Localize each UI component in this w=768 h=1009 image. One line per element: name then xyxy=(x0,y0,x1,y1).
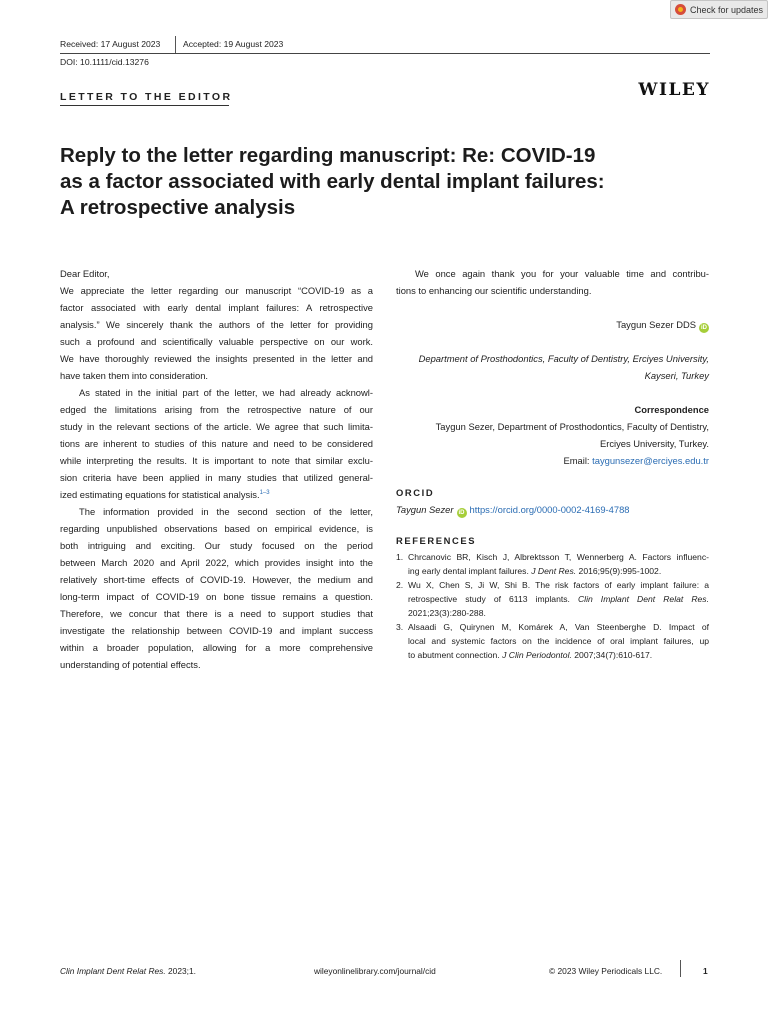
article-title xyxy=(60,143,660,221)
reference-number: 2. xyxy=(396,580,404,590)
text-line: both intriguing and exciting. Our study focused on the period xyxy=(60,540,373,551)
references-list xyxy=(396,550,709,662)
text-line: analysis.” We sincerely thank the authors of the letter for providing xyxy=(60,319,373,330)
affiliation-line: Kayseri, Turkey xyxy=(644,370,709,381)
text-line xyxy=(60,486,373,503)
orcid-entry xyxy=(396,501,709,518)
text-line: sion criteria have been applied in many studies that utilized general- xyxy=(60,472,373,483)
correspondence-block xyxy=(396,418,709,469)
orcid-link[interactable]: https://orcid.org/0000-0002-4169-4788 xyxy=(469,504,630,515)
text-line: between March 2020 and April 2022, which provides insight into the xyxy=(60,557,373,568)
reference-line: Alsaadi G, Quirynen M, Komárek A, Van Steenberghe D. Impact of xyxy=(408,622,709,632)
reference-item xyxy=(396,620,709,662)
correspondence-heading: Correspondence xyxy=(634,404,709,415)
reference-journal: J Dent Res. xyxy=(531,566,577,576)
text-line: tions are inherent to studies of this nature and need to be considered xyxy=(60,438,373,449)
author-name: Taygun Sezer DDS xyxy=(616,319,696,330)
accepted-date: Accepted: 19 August 2023 xyxy=(183,39,284,49)
email-link[interactable]: taygunsezer@erciyes.edu.tr xyxy=(592,455,709,466)
references-heading: REFERENCES xyxy=(396,535,477,546)
left-column xyxy=(60,265,373,673)
text-line: As stated in the initial part of the letter, we had already acknowl- xyxy=(79,387,373,398)
orcid-name: Taygun Sezer xyxy=(396,504,454,515)
text-line: have taken them into consideration. xyxy=(60,370,209,381)
title-line: Reply to the letter regarding manuscript: Re: COVID-19 xyxy=(60,144,596,167)
text-span: ized estimating equations for statistical analysis. xyxy=(60,489,260,500)
text-line: relatively short-time effects of COVID-19. However, the medium and xyxy=(60,574,373,585)
doi: DOI: 10.1111/cid.13276 xyxy=(60,57,149,67)
reference-text: to abutment connection. xyxy=(408,650,503,660)
citation-link[interactable]: 1–3 xyxy=(259,490,270,496)
check-for-updates-label: Check for updates xyxy=(690,4,764,15)
reference-text: ing early dental implant failures. xyxy=(408,566,532,576)
title-line: A retrospective analysis xyxy=(60,196,296,219)
section-label: LETTER TO THE EDITOR xyxy=(60,91,233,103)
orcid-icon[interactable]: iD xyxy=(701,325,707,331)
orcid-icon[interactable]: iD xyxy=(458,510,465,516)
reference-number: 1. xyxy=(396,552,404,562)
header-rule xyxy=(60,53,710,54)
reference-line: 2021;23(3):280-288. xyxy=(408,608,486,618)
orcid-section xyxy=(396,484,709,518)
email-label: Email: xyxy=(563,455,593,466)
text-line: edged the limitations arising from the retrospective nature of our xyxy=(60,404,373,415)
correspondence-line: Erciyes University, Turkey. xyxy=(599,438,709,449)
text-line: investigate the relationship between COVID-19 and implant success xyxy=(60,625,373,636)
reference-line: Chrcanovic BR, Kisch J, Albrektsson T, Wennerberg A. Factors influenc- xyxy=(408,552,709,562)
author-signature xyxy=(396,316,709,333)
title-line: as a factor associated with early dental implant failures: xyxy=(60,170,605,193)
text-line: regarding unpublished observations based on empirical evidence, is xyxy=(60,523,373,534)
references-section xyxy=(396,535,709,662)
paragraph-3 xyxy=(60,503,373,673)
text-line: We have thoroughly reviewed the insights presented in the letter and xyxy=(60,353,373,364)
affiliation xyxy=(396,350,709,384)
orcid-heading: ORCID xyxy=(396,487,435,498)
text-line: understanding of potential effects. xyxy=(60,659,201,670)
footer-url-link[interactable]: wileyonlinelibrary.com/journal/cid xyxy=(314,966,436,976)
text-line: We appreciate the letter regarding our manuscript “COVID-19 as a xyxy=(60,285,373,296)
text-line: We once again thank you for your valuable time and contribu- xyxy=(415,268,709,279)
email-line xyxy=(396,452,709,469)
text-line: long-term impact of COVID-19 on bone tissue remains a question. xyxy=(60,591,373,602)
text-line: The information provided in the second section of the letter, xyxy=(79,506,373,517)
section-underline xyxy=(60,105,229,106)
header-divider xyxy=(175,36,176,53)
right-column xyxy=(396,265,709,469)
reference-item xyxy=(396,578,709,620)
text-line: tions to enhancing our scientific understanding. xyxy=(396,285,592,296)
reference-item xyxy=(396,550,709,578)
reference-text: 2016;95(9):995-1002. xyxy=(576,566,662,576)
text-line: while interpreting the results. It is important to note that similar exclu- xyxy=(60,455,373,466)
wiley-logo: WILEY xyxy=(638,80,710,100)
reference-journal: Clin Implant Dent Relat Res. xyxy=(577,594,709,604)
text-line: Therefore, we concur that there is a need to support studies that xyxy=(60,608,373,619)
reference-line xyxy=(408,648,709,662)
footer-journal-tail: 2023;1. xyxy=(165,966,196,976)
reference-text: retrospective study of 6113 implants. xyxy=(408,594,578,604)
reference-line xyxy=(408,592,709,606)
page-number: 1 xyxy=(703,966,708,976)
paragraph-2 xyxy=(60,384,373,503)
reference-number: 3. xyxy=(396,622,404,632)
footer-divider xyxy=(680,960,681,977)
footer-citation xyxy=(60,966,196,976)
check-for-updates-button[interactable] xyxy=(670,0,768,19)
reference-journal: J Clin Periodontol. xyxy=(502,650,572,660)
text-line: factor associated with early dental implant failures: A retrospective xyxy=(60,302,373,313)
correspondence-line: Taygun Sezer, Department of Prosthodontics, Faculty of Dentistry, xyxy=(435,421,709,432)
paragraph-1 xyxy=(60,282,373,384)
reference-text: 2007;34(7):610-617. xyxy=(571,650,653,660)
footer-copyright: © 2023 Wiley Periodicals LLC. xyxy=(549,966,663,976)
crossmark-icon xyxy=(675,4,686,15)
affiliation-line: Department of Prosthodontics, Faculty of Dentistry, Erciyes University, xyxy=(418,353,709,364)
text-line: within a broader population, allowing for a more comprehensive xyxy=(60,642,373,653)
salutation: Dear Editor, xyxy=(60,268,110,279)
footer-journal: Clin Implant Dent Relat Res. xyxy=(60,966,166,976)
received-date: Received: 17 August 2023 xyxy=(60,39,161,49)
text-line: study in the relevant sections of the article. We agree that such limita- xyxy=(60,421,373,432)
text-line: such a profound and scientifically valuable perspective on our work. xyxy=(60,336,373,347)
reference-line xyxy=(408,564,709,578)
reference-line: Wu X, Chen S, Ji W, Shi B. The risk factors of early implant failure: a xyxy=(408,580,709,590)
reference-line: local and systemic factors on the incidence of oral implant failures, up xyxy=(408,636,709,646)
